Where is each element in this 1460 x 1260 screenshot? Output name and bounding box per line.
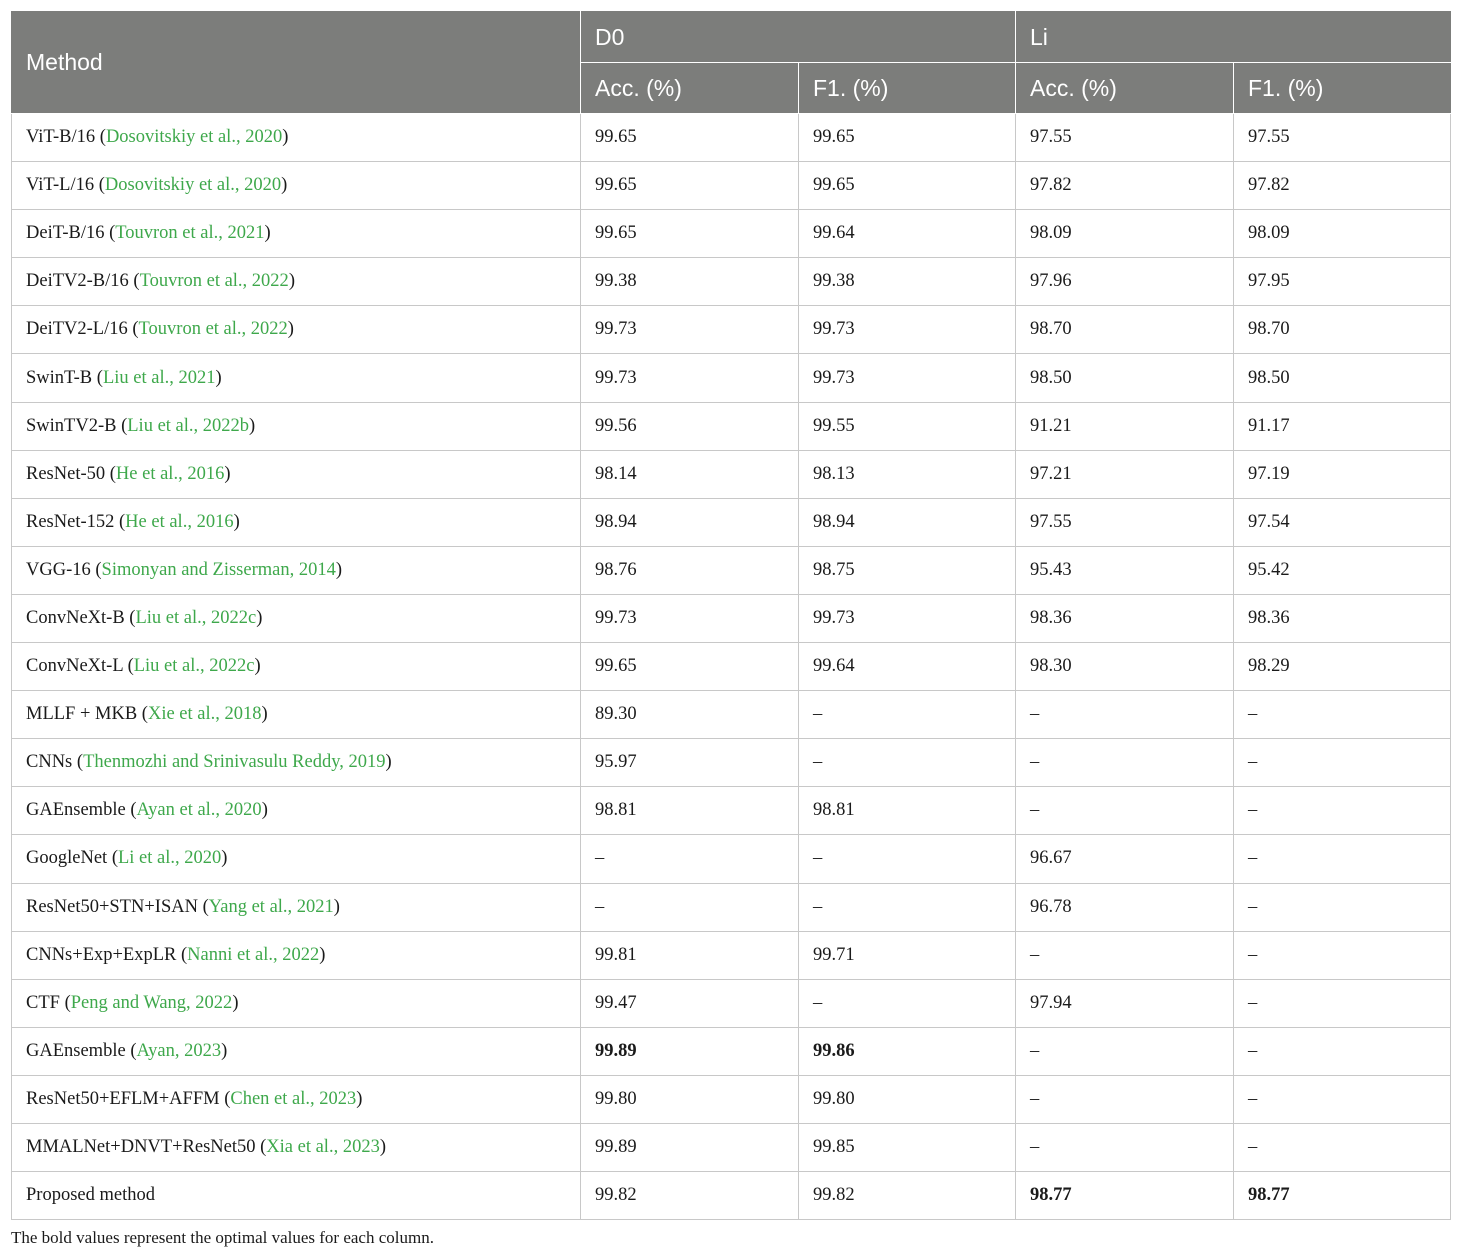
method-cell: DeiTV2-L/16 (Touvron et al., 2022) [12,306,581,354]
li-f1-cell: 97.54 [1234,498,1451,546]
method-name: ResNet50+EFLM+AFFM [26,1088,220,1109]
d0-f1-cell: – [799,835,1016,883]
li-f1-cell: – [1234,883,1451,931]
d0-acc-cell: 99.73 [581,594,799,642]
citation-link[interactable]: Ayan, 2023 [136,1040,222,1061]
d0-f1-cell: 98.75 [799,546,1016,594]
table-row [12,787,1451,835]
d0-f1-cell: 99.65 [799,162,1016,210]
li-f1-cell: – [1234,1123,1451,1171]
table-body [12,114,1451,1220]
d0-f1-cell: 99.38 [799,258,1016,306]
method-cell: ResNet50+EFLM+AFFM (Chen et al., 2023) [12,1075,581,1123]
citation-link[interactable]: Simonyan and Zisserman, 2014 [101,559,336,580]
method-name: DeiTV2-B/16 [26,271,129,292]
method-cell: MMALNet+DNVT+ResNet50 (Xia et al., 2023) [12,1123,581,1171]
method-cell: GAEnsemble (Ayan, 2023) [12,1027,581,1075]
d0-acc-cell: 99.82 [581,1172,799,1220]
d0-acc-cell: 99.65 [581,643,799,691]
citation-link[interactable]: Li et al., 2020 [117,848,222,869]
li-f1-cell: – [1234,931,1451,979]
li-acc-cell: 98.09 [1016,210,1234,258]
li-acc-cell: 97.21 [1016,450,1234,498]
d0-f1-cell: 99.73 [799,594,1016,642]
d0-f1-cell: 99.82 [799,1172,1016,1220]
d0-acc-cell: 89.30 [581,691,799,739]
method-cell: GAEnsemble (Ayan et al., 2020) [12,787,581,835]
method-name: SwinT-B [26,367,93,388]
method-cell: ViT-L/16 (Dosovitskiy et al., 2020) [12,162,581,210]
d0-f1-cell: 99.80 [799,1075,1016,1123]
li-acc-cell: 96.78 [1016,883,1234,931]
d0-acc-cell: 99.47 [581,979,799,1027]
li-acc-cell: 98.36 [1016,594,1234,642]
li-acc-cell: 91.21 [1016,402,1234,450]
d0-f1-cell: 99.65 [799,114,1016,162]
d0-f1-cell: 99.86 [799,1027,1016,1075]
method-cell: ResNet-152 (He et al., 2016) [12,498,581,546]
d0-acc-cell: 99.89 [581,1027,799,1075]
header-li-acc: Acc. (%) [1016,63,1234,114]
table-row [12,979,1451,1027]
li-acc-cell: 96.67 [1016,835,1234,883]
citation-link[interactable]: Peng and Wang, 2022 [70,992,233,1013]
method-cell: GoogleNet (Li et al., 2020) [12,835,581,883]
d0-f1-cell: 99.73 [799,306,1016,354]
citation-link[interactable]: Dosovitskiy et al., 2020 [105,127,283,148]
method-cell: ConvNeXt-L (Liu et al., 2022c) [12,643,581,691]
method-cell: ResNet-50 (He et al., 2016) [12,450,581,498]
method-name: DeiT-B/16 [26,223,105,244]
d0-f1-cell: 99.73 [799,354,1016,402]
table-row [12,739,1451,787]
d0-f1-cell: 98.13 [799,450,1016,498]
table-row [12,450,1451,498]
header-method: Method [12,12,581,114]
table-row [12,1075,1451,1123]
method-cell: ResNet50+STN+ISAN (Yang et al., 2021) [12,883,581,931]
li-f1-cell: – [1234,979,1451,1027]
citation-link[interactable]: Xie et al., 2018 [147,704,262,725]
table-row [12,546,1451,594]
method-cell: DeiTV2-B/16 (Touvron et al., 2022) [12,258,581,306]
li-f1-cell: 95.42 [1234,546,1451,594]
table-row [12,114,1451,162]
d0-f1-cell: – [799,691,1016,739]
citation-link[interactable]: Touvron et al., 2022 [138,319,288,340]
citation-link[interactable]: Dosovitskiy et al., 2020 [104,175,282,196]
li-f1-cell: 97.19 [1234,450,1451,498]
method-name: ViT-L/16 [26,175,95,196]
method-name: ResNet50+STN+ISAN [26,896,198,917]
citation-link[interactable]: Touvron et al., 2022 [139,271,289,292]
li-f1-cell: – [1234,787,1451,835]
method-cell: SwinTV2-B (Liu et al., 2022b) [12,402,581,450]
li-f1-cell: 91.17 [1234,402,1451,450]
li-f1-cell: 98.70 [1234,306,1451,354]
header-d0-f1: F1. (%) [799,63,1016,114]
results-table [11,11,1451,1220]
table-row [12,306,1451,354]
method-cell: SwinT-B (Liu et al., 2021) [12,354,581,402]
li-acc-cell: 98.77 [1016,1172,1234,1220]
table-row [12,498,1451,546]
li-acc-cell: – [1016,1123,1234,1171]
method-name: GoogleNet [26,848,108,869]
table-footnote: The bold values represent the optimal values for each column. [11,1228,434,1247]
li-f1-cell: 97.82 [1234,162,1451,210]
header-group-d0: D0 [581,12,1016,63]
li-acc-cell: 98.50 [1016,354,1234,402]
method-cell: CNNs+Exp+ExpLR (Nanni et al., 2022) [12,931,581,979]
li-f1-cell: – [1234,739,1451,787]
li-f1-cell: – [1234,1075,1451,1123]
citation-link[interactable]: Ayan et al., 2020 [136,800,262,821]
li-acc-cell: – [1016,691,1234,739]
d0-acc-cell: 98.14 [581,450,799,498]
d0-acc-cell: 99.65 [581,210,799,258]
method-name: MMALNet+DNVT+ResNet50 [26,1137,256,1158]
method-name: CNNs+Exp+ExpLR [26,944,177,965]
table-row [12,210,1451,258]
citation-link[interactable]: He et al., 2016 [115,463,225,484]
li-acc-cell: – [1016,931,1234,979]
li-acc-cell: 97.55 [1016,498,1234,546]
d0-f1-cell: 98.94 [799,498,1016,546]
li-acc-cell: 97.94 [1016,979,1234,1027]
d0-f1-cell: – [799,979,1016,1027]
li-acc-cell: 97.55 [1016,114,1234,162]
citation-link[interactable]: Touvron et al., 2021 [115,223,265,244]
table-row [12,1123,1451,1171]
table-row [12,931,1451,979]
header-li-f1: F1. (%) [1234,63,1451,114]
d0-acc-cell: 99.81 [581,931,799,979]
d0-acc-cell: 99.73 [581,354,799,402]
citation-link[interactable]: Chen et al., 2023 [230,1088,357,1109]
method-name: DeiTV2-L/16 [26,319,128,340]
li-f1-cell: – [1234,835,1451,883]
d0-acc-cell: 99.56 [581,402,799,450]
method-cell: DeiT-B/16 (Touvron et al., 2021) [12,210,581,258]
d0-f1-cell: 98.81 [799,787,1016,835]
method-name: ResNet-50 [26,463,106,484]
li-f1-cell: 98.77 [1234,1172,1451,1220]
d0-f1-cell: 99.85 [799,1123,1016,1171]
li-acc-cell: – [1016,787,1234,835]
d0-acc-cell: 95.97 [581,739,799,787]
li-acc-cell: 98.30 [1016,643,1234,691]
d0-acc-cell: 99.80 [581,1075,799,1123]
citation-link[interactable]: Nanni et al., 2022 [187,944,320,965]
li-acc-cell: – [1016,1027,1234,1075]
d0-acc-cell: 99.65 [581,114,799,162]
citation-link[interactable]: Liu et al., 2021 [102,367,216,388]
method-cell: MLLF + MKB (Xie et al., 2018) [12,691,581,739]
table-row [12,1172,1451,1220]
li-acc-cell: 98.70 [1016,306,1234,354]
method-cell [12,1172,581,1220]
table-row [12,691,1451,739]
table-row [12,162,1451,210]
table-row [12,402,1451,450]
d0-acc-cell: 98.81 [581,787,799,835]
li-f1-cell: 98.09 [1234,210,1451,258]
li-f1-cell: 97.95 [1234,258,1451,306]
li-f1-cell: 98.36 [1234,594,1451,642]
d0-acc-cell: 99.89 [581,1123,799,1171]
method-name: CNNs [26,752,73,773]
method-name: ResNet-152 [26,511,115,532]
d0-f1-cell: – [799,739,1016,787]
method-cell: CTF (Peng and Wang, 2022) [12,979,581,1027]
d0-acc-cell: 98.94 [581,498,799,546]
d0-f1-cell: 99.55 [799,402,1016,450]
li-f1-cell: – [1234,1027,1451,1075]
d0-f1-cell: – [799,883,1016,931]
method-name: CTF [26,992,60,1013]
citation-link[interactable]: He et al., 2016 [125,511,234,532]
citation-link[interactable]: Liu et al., 2022b [127,415,250,436]
li-acc-cell: – [1016,739,1234,787]
d0-f1-cell: 99.64 [799,643,1016,691]
table-row [12,835,1451,883]
citation-link[interactable]: Xia et al., 2023 [266,1137,380,1158]
method-name: SwinTV2-B [26,415,117,436]
citation-link[interactable]: Liu et al., 2022c [133,656,255,677]
method-name: VGG-16 [26,559,91,580]
li-f1-cell: – [1234,691,1451,739]
li-acc-cell: 95.43 [1016,546,1234,594]
table-row [12,643,1451,691]
d0-f1-cell: 99.64 [799,210,1016,258]
method-name: GAEnsemble [26,800,126,821]
table-row [12,1027,1451,1075]
li-acc-cell: 97.82 [1016,162,1234,210]
method-name: Proposed method [26,1185,155,1206]
citation-link[interactable]: Thenmozhi and Srinivasulu Reddy, 2019 [83,752,386,773]
li-f1-cell: 98.29 [1234,643,1451,691]
d0-acc-cell: – [581,883,799,931]
method-name: ViT-B/16 [26,127,96,148]
d0-f1-cell: 99.71 [799,931,1016,979]
table-row [12,594,1451,642]
table-row [12,354,1451,402]
li-f1-cell: 97.55 [1234,114,1451,162]
citation-link[interactable]: Yang et al., 2021 [208,896,334,917]
method-cell: VGG-16 (Simonyan and Zisserman, 2014) [12,546,581,594]
d0-acc-cell: 99.65 [581,162,799,210]
method-name: ConvNeXt-L [26,656,123,677]
d0-acc-cell: 98.76 [581,546,799,594]
citation-link[interactable]: Liu et al., 2022c [135,607,257,628]
method-cell: ViT-B/16 (Dosovitskiy et al., 2020) [12,114,581,162]
li-f1-cell: 98.50 [1234,354,1451,402]
table-row [12,258,1451,306]
table-row [12,883,1451,931]
d0-acc-cell: – [581,835,799,883]
method-name: MLLF + MKB [26,704,138,725]
method-cell: CNNs (Thenmozhi and Srinivasulu Reddy, 2019) [12,739,581,787]
d0-acc-cell: 99.73 [581,306,799,354]
method-name: ConvNeXt-B [26,607,125,628]
d0-acc-cell: 99.38 [581,258,799,306]
header-d0-acc: Acc. (%) [581,63,799,114]
li-acc-cell: – [1016,1075,1234,1123]
li-acc-cell: 97.96 [1016,258,1234,306]
method-cell: ConvNeXt-B (Liu et al., 2022c) [12,594,581,642]
header-group-li: Li [1016,12,1451,63]
table-header [12,12,1451,114]
method-name: GAEnsemble [26,1040,126,1061]
